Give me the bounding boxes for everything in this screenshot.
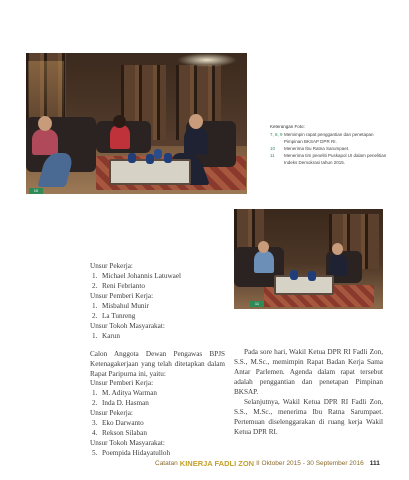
list-item [90,311,225,321]
meeting-photo-2 [234,209,383,309]
list-heading: Unsur Pekerja: [90,409,133,417]
caption-text: Menerima tim peneliti Puskapol UI dalam penelitian Indeks Demokrasi tahun 2015. [284,153,387,165]
person-head [189,114,203,129]
person-woman [110,125,130,149]
list-number: 2. [92,282,98,290]
body-paragraph: Selanjutnya, Wakil Ketua DPR RI Fadli Zon, S.S., M.Sc., menerima Ibu Ratna Sarumpaet. Pertemuan diselenggarakan di ruang kerja Wakil Ketua DPR RI. [234,398,383,436]
person-host [184,127,208,155]
vase [146,154,154,164]
photo-number-badge [250,301,264,307]
right-column-text [234,347,383,437]
photo-number-badge [29,188,43,194]
vase [154,149,162,159]
list-name: Poempida Hidayatulloh [102,449,171,457]
list-name: Misbahul Munir [102,302,149,310]
caption-title: Keterangan Foto: [270,124,305,129]
page-footer [155,459,380,468]
list-item [90,331,225,341]
badge-label: 10 [33,188,39,193]
person-host [329,254,347,276]
list-name: Michael Johannis Latuwael [102,272,182,280]
list-name: M. Aditya Warman [102,389,157,397]
list-number: 2. [92,312,98,320]
caption-item [270,152,390,166]
list-item [90,388,225,398]
list-name: Reni Febrianto [102,282,145,290]
list-item [90,281,225,291]
person-head [258,241,269,253]
list-heading: Unsur Tokoh Masyarakat: [90,439,165,447]
list-item [90,428,225,438]
list-item [90,448,225,458]
list-number: 5. [92,449,98,457]
list-item [90,398,225,408]
list-number: 1. [92,332,98,340]
list-number: 2. [92,399,98,407]
list-name: Eko Darwanto [102,419,144,427]
caption-number: 7, 8, 9 [270,132,283,137]
vase [290,270,298,280]
list-number: 1. [92,272,98,280]
list-heading: Unsur Pemberi Kerja: [90,292,154,300]
chandelier [177,53,237,67]
list-heading: Unsur Pemberi Kerja: [90,379,154,387]
body-paragraph: Calon Anggota Dewan Pengawas BPJS Ketenagakerjaan yang telah ditetapkan dalam Rapat Paripurna ini, yaitu: [90,350,225,378]
list-number: 4. [92,429,98,437]
list-name: Karun [102,332,120,340]
list-number: 1. [92,389,98,397]
person-guest [254,251,274,273]
list-item [90,301,225,311]
person-head [332,243,343,255]
list-number: 3. [92,419,98,427]
vase [164,153,172,163]
caption-text: Memimpin rapat penggantian dan penetapan Pimpinan BKSAP DPR RI. [284,132,374,144]
caption-item [270,131,390,145]
list-item [90,271,225,281]
body-paragraph: Pada sore hari, Wakil Ketua DPR RI Fadli Zon, S.S., M.Sc., memimpin Rapat Badan Kerja Sama Antar Parlemen. Agenda dalam rapat tersebut adalah penggantian dan penetapan Pimpinan BKSAP. [234,348,383,396]
caption-number: 11 [270,153,275,158]
coffee-table [274,275,334,295]
person-head [113,115,126,128]
footer-prefix: Catatan [155,460,178,467]
member-list-1 [90,261,225,341]
list-name: La Tunreng [102,312,136,320]
list-item [90,418,225,428]
person-guest [32,129,58,155]
vase [308,271,316,281]
vase [128,153,136,163]
list-heading: Unsur Tokoh Masyarakat: [90,322,165,330]
caption-number: 10 [270,146,276,151]
list-name: Rekson Silaban [102,429,147,437]
page-number: 111 [369,460,380,467]
person-head [38,116,52,131]
photo-caption [270,123,390,166]
list-name: Inda D. Hasman [102,399,149,407]
caption-text: Menerima Ibu Ratna Sarumpaet. [284,146,350,151]
list-heading: Unsur Pekerja: [90,262,133,270]
footer-brand: KINERJA FADLI ZON [179,459,255,468]
list-number: 1. [92,302,98,310]
meeting-photo-1 [26,53,247,194]
caption-item [270,145,390,152]
footer-period: II Oktober 2015 - 30 September 2016 [256,460,364,467]
badge-label: 11 [254,301,260,306]
member-list-2 [90,378,225,458]
